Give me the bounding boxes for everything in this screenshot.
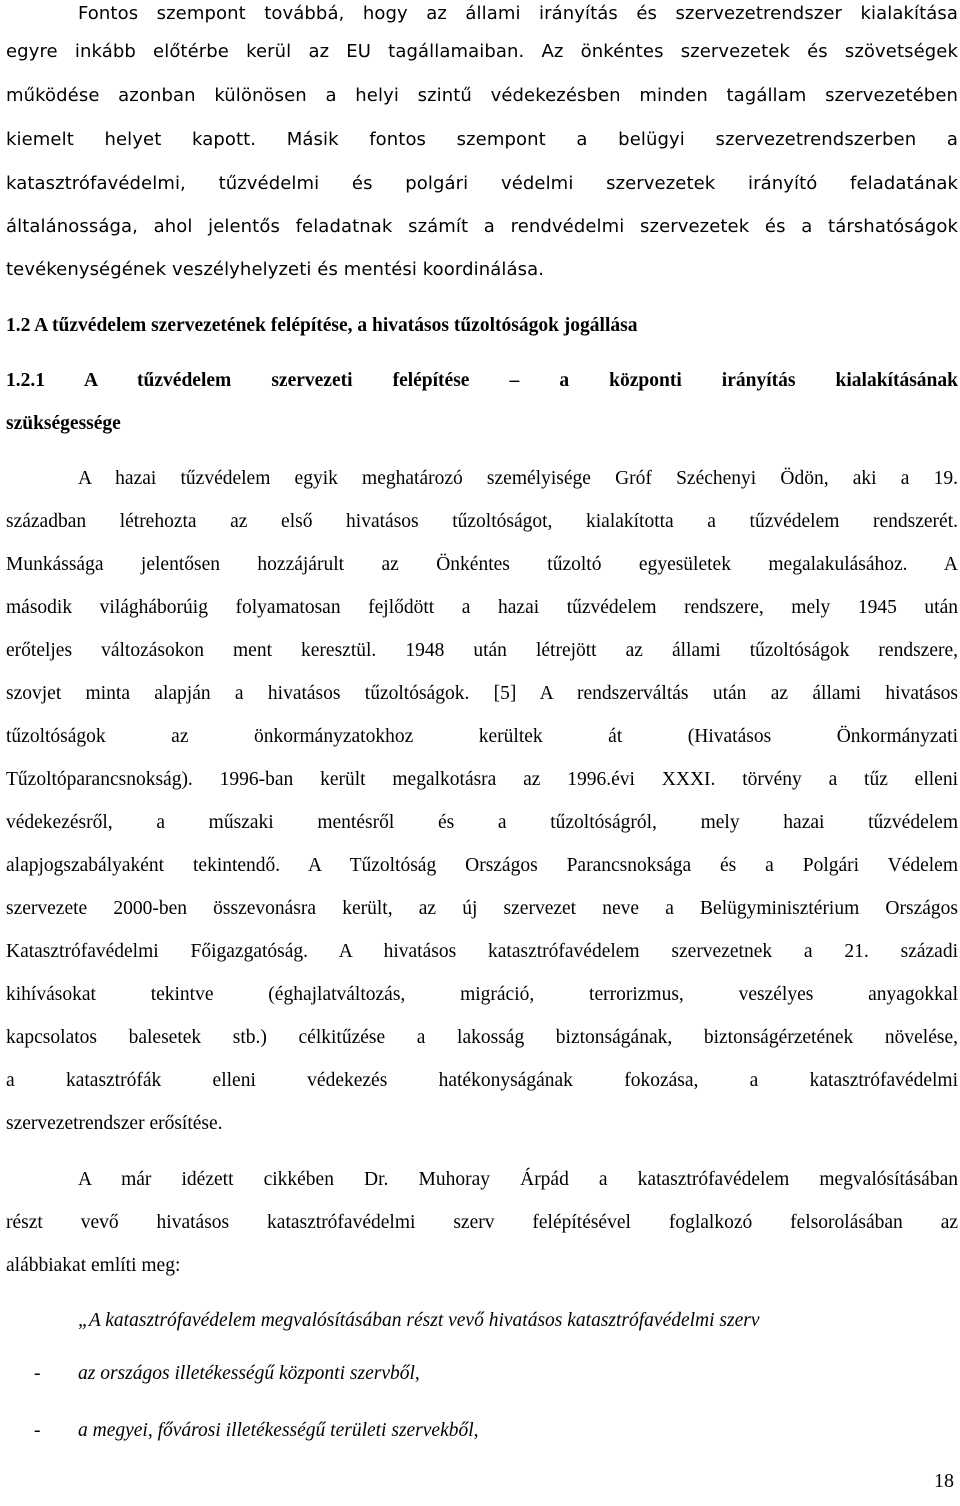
paragraph2-line-7: tűzoltóságok az önkormányzatokhoz kerültek át (Hivatásos Önkormányzati <box>6 726 958 747</box>
quote-intro: „A katasztrófavédelem megvalósításában részt vevő hivatásos katasztrófavédelmi szerv <box>78 1310 760 1331</box>
paragraph2-line-12: Katasztrófavédelmi Főigazgatóság. A hivatásos katasztrófavédelem szervezetnek a 21. századi <box>6 941 958 962</box>
paragraph3-line-3: alábbiakat említi meg: <box>6 1255 181 1276</box>
paragraph2-line-16: szervezetrendszer erősítése. <box>6 1113 223 1134</box>
paragraph2-line-4: második világháborúig folyamatosan fejlődött a hazai tűzvédelem rendszere, mely 1945 után <box>6 597 958 618</box>
paragraph2-line-6: szovjet minta alapján a hivatásos tűzoltóságok. [5] A rendszerváltás után az állami hivatásos <box>6 683 958 704</box>
section-heading-1-2-1-line-1: 1.2.1 A tűzvédelem szervezeti felépítése – a központi irányítás kialakításának <box>6 370 958 391</box>
paragraph2-line-13: kihívásokat tekintve (éghajlatváltozás, migráció, terrorizmus, veszélyes anyagokkal <box>6 984 958 1005</box>
paragraph2-line-15: a katasztrófák elleni védekezés hatékonyságának fokozása, a katasztrófavédelmi <box>6 1070 958 1091</box>
list-dash: - <box>34 1363 41 1384</box>
paragraph2-line-1: A hazai tűzvédelem egyik meghatározó személyisége Gróf Széchenyi Ödön, aki a 19. <box>78 468 958 489</box>
paragraph1-line-4: kiemelt helyet kapott. Másik fontos szempont a belügyi szervezetrendszerben a <box>6 129 958 150</box>
list-item-text: a megyei, fővárosi illetékességű területi szervekből, <box>78 1420 479 1441</box>
paragraph2-line-2: században létrehozta az első hivatásos tűzoltóságot, kialakította a tűzvédelem rendszerét. <box>6 511 958 532</box>
paragraph3-line-1: A már idézett cikkében Dr. Muhoray Árpád a katasztrófavédelem megvalósításában <box>78 1169 958 1190</box>
paragraph2-line-3: Munkássága jelentősen hozzájárult az Önkéntes tűzoltó egyesületek megalakulásához. A <box>6 554 958 575</box>
paragraph1-line-1: Fontos szempont továbbá, hogy az állami irányítás és szervezetrendszer kialakítása <box>78 3 958 24</box>
list-item-text: az országos illetékességű központi szervből, <box>78 1363 420 1384</box>
paragraph2-line-9: védekezésről, a műszaki mentésről és a tűzoltóságról, mely hazai tűzvédelem <box>6 812 958 833</box>
paragraph3-line-2: részt vevő hivatásos katasztrófavédelmi szerv felépítésével foglalkozó felsorolásában az <box>6 1212 958 1233</box>
paragraph2-line-11: szervezete 2000-ben összevonásra került, az új szervezet neve a Belügyminisztérium Országos <box>6 898 958 919</box>
paragraph1-line-7: tevékenységének veszélyhelyzeti és mentési koordinálása. <box>6 259 545 280</box>
section-heading-1-2-1-line-2: szükségessége <box>6 413 121 434</box>
paragraph2-line-14: kapcsolatos balesetek stb.) célkitűzése a lakosság biztonságának, biztonságérzetének növelése, <box>6 1027 958 1048</box>
paragraph2-line-8: Tűzoltóparancsnokság). 1996-ban került megalkotásra az 1996.évi XXXI. törvény a tűz elleni <box>6 769 958 790</box>
paragraph2-line-5: erőteljes változásokon ment keresztül. 1948 után létrejött az állami tűzoltóságok rendszere, <box>6 640 958 661</box>
paragraph1-line-3: működése azonban különösen a helyi szintű védekezésben minden tagállam szervezetében <box>6 85 958 106</box>
section-heading-1-2: 1.2 A tűzvédelem szervezetének felépítése, a hivatásos tűzoltóságok jogállása <box>6 315 638 336</box>
paragraph1-line-5: katasztrófavédelmi, tűzvédelmi és polgári védelmi szervezetek irányító feladatának <box>6 173 958 194</box>
page-number: 18 <box>934 1470 954 1492</box>
paragraph2-line-10: alapjogszabályaként tekintendő. A Tűzoltóság Országos Parancsnoksága és a Polgári Védelem <box>6 855 958 876</box>
paragraph1-line-6: általánossága, ahol jelentős feladatnak számít a rendvédelmi szervezetek és a társhatóságok <box>6 216 958 237</box>
list-dash: - <box>34 1420 41 1441</box>
paragraph1-line-2: egyre inkább előtérbe kerül az EU tagállamaiban. Az önkéntes szervezetek és szövetségek <box>6 41 958 62</box>
